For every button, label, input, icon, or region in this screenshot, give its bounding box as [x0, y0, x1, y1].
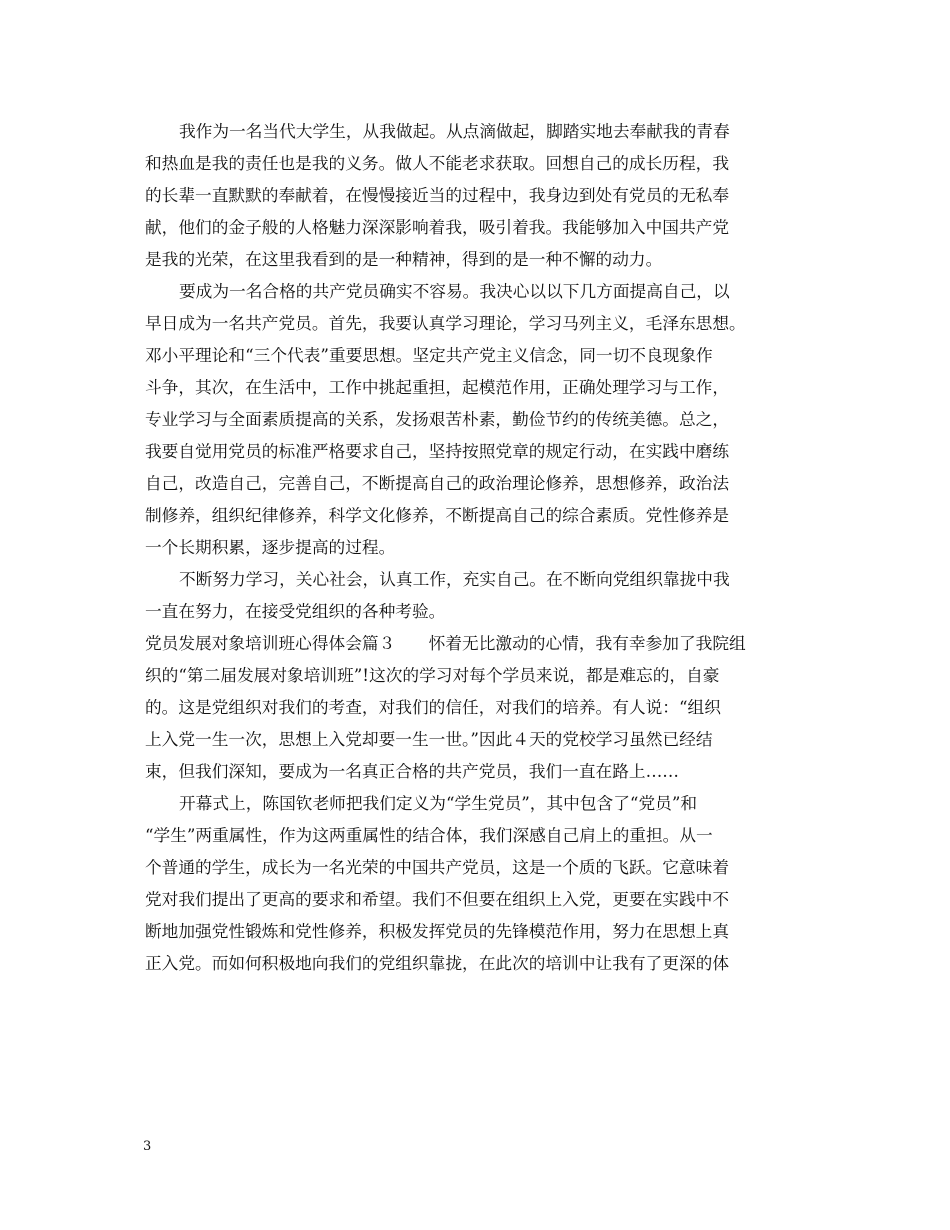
- text-line: 制修养，组织纪律修养，科学文化修养，不断提高自己的综合素质。党性修养是: [145, 505, 730, 525]
- text-line: 斗争，其次，在生活中，工作中挑起重担，起模范作用，正确处理学习与工作，: [145, 377, 730, 397]
- text-line: 正入党。而如何积极地向我们的党组织靠拢，在此次的培训中让我有了更深的体: [145, 953, 730, 973]
- text-line: 的长辈一直默默的奉献着，在慢慢接近当的过程中，我身边到处有党员的无私奉: [145, 185, 730, 205]
- body-text: [145, 115, 825, 979]
- text-line: 早日成为一名共产党员。首先，我要认真学习理论，学习马列主义，毛泽东思想。: [145, 313, 746, 333]
- text-line: 我作为一名当代大学生，从我做起。从点滴做起，脚踏实地去奉献我的青春: [179, 121, 730, 141]
- text-line: 邓小平理论和“三个代表”重要思想。坚定共产党主义信念，同一切不良现象作: [145, 345, 713, 365]
- text-line: 不断努力学习，关心社会，认真工作，充实自己。在不断向党组织靠拢中我: [179, 569, 730, 589]
- text-line: 织的“第二届发展对象培训班”!这次的学习对每个学员来说，都是难忘的，自豪: [145, 665, 720, 685]
- text-line: 党员发展对象培训班心得体会篇３ 怀着无比激动的心情，我有幸参加了我院组: [145, 633, 746, 653]
- text-line: 和热血是我的责任也是我的义务。做人不能老求获取。回想自己的成长历程，我: [145, 153, 730, 173]
- text-line: 我要自觉用党员的标准严格要求自己，坚持按照党章的规定行动，在实践中磨练: [145, 441, 730, 461]
- page-number: 3: [143, 1139, 152, 1154]
- text-line: 党对我们提出了更高的要求和希望。我们不但要在组织上入党，更要在实践中不: [145, 889, 730, 909]
- text-line: 开幕式上，陈国钦老师把我们定义为“学生党员”，其中包含了“党员”和: [179, 793, 698, 813]
- text-line: 一个长期积累，逐步提高的过程。: [145, 537, 396, 557]
- text-line: 专业学习与全面素质提高的关系，发扬艰苦朴素，勤俭节约的传统美德。总之，: [145, 409, 730, 429]
- text-line: 的。这是党组织对我们的考查，对我们的信任，对我们的培养。有人说：“组织: [145, 697, 721, 717]
- text-line: 献，他们的金子般的人格魅力深深影响着我，吸引着我。我能够加入中国共产党: [145, 217, 730, 237]
- text-line: 个普通的学生，成长为一名光荣的中国共产党员，这是一个质的飞跃。它意味着: [145, 857, 730, 877]
- text-line: 一直在努力，在接受党组织的各种考验。: [145, 601, 446, 621]
- text-line: 是我的光荣，在这里我看到的是一种精神，得到的是一种不懈的动力。: [145, 249, 663, 269]
- text-line: 自己，改造自己，完善自己，不断提高自己的政治理论修养，思想修养，政治法: [145, 473, 730, 493]
- text-line: “学生”两重属性，作为这两重属性的结合体，我们深感自己肩上的重担。从一: [145, 825, 713, 845]
- text-line: 上入党一生一次，思想上入党却要一生一世。”因此４天的党校学习虽然已经结: [145, 729, 713, 749]
- text-line: 束，但我们深知，要成为一名真正合格的共产党员，我们一直在路上……: [145, 761, 679, 781]
- text-line: 要成为一名合格的共产党员确实不容易。我决心以以下几方面提高自己，以: [179, 281, 730, 301]
- text-line: 断地加强党性锻炼和党性修养，积极发挥党员的先锋模范作用，努力在思想上真: [145, 921, 730, 941]
